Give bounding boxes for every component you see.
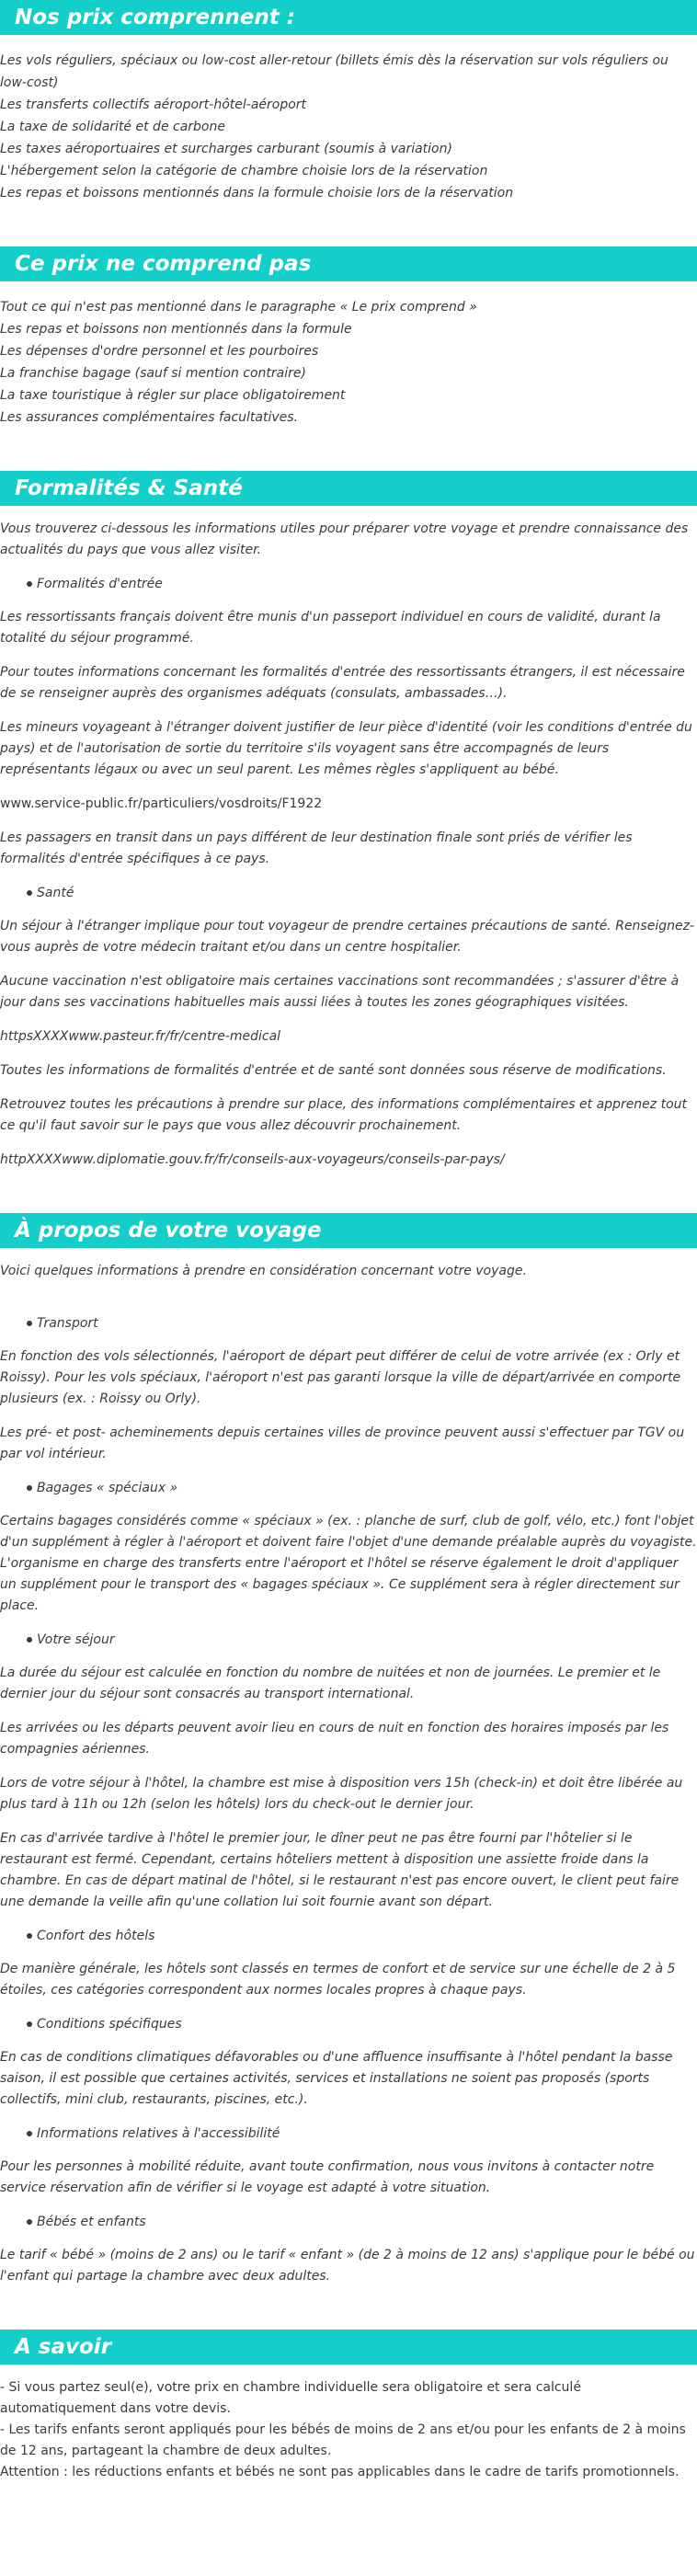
- paragraph: - Si vous partez seul(e), votre prix en chambre individuelle sera obligatoire et sera calculé automatiquement dans votre devis.: [0, 2380, 581, 2416]
- paragraph: Les mineurs voyageant à l'étranger doivent justifier de leur pièce d'identité (voir les conditions d'entrée du pays) et de l'autorisation de sortie du territoire s'ils voyagent sans être accompagnés de leurs représentants légaux ou avec un seul parent. Les mêmes règles s'appliquent au bébé.: [0, 720, 692, 777]
- list-item: L'hébergement selon la catégorie de chambre choisie lors de la réservation: [0, 164, 488, 178]
- paragraph: Lors de votre séjour à l'hôtel, la chambre est mise à disposition vers 15h (check-in) et doit être libérée au plus tard à 11h ou 12h (selon les hôtels) lors du check-out le dernier jour.: [0, 1776, 683, 1812]
- bullet-accessibilite: Informations relatives à l'accessibilité: [0, 2124, 697, 2144]
- paragraph: Pour les personnes à mobilité réduite, avant toute confirmation, nous vous invitons à contacter notre service réservation afin de vérifier si le voyage est adapté à votre situation.: [0, 2159, 655, 2195]
- paragraph: En cas d'arrivée tardive à l'hôtel le premier jour, le dîner peut ne pas être fourni par l'hôtelier si le restaurant est fermé. Cependant, certains hôteliers mettent à disposition une assiette froide dans la chambre. En cas de départ matinal de l'hôtel, si le restaurant n'est pas encore ouvert, le client peut faire une demande la veille afin qu'une collation lui soit fournie avant son départ.: [0, 1831, 680, 1909]
- paragraph: En fonction des vols sélectionnés, l'aéroport de départ peut différer de celui de votre arrivée (ex : Orly et Roissy). Pour les vols spéciaux, l'aéroport n'est pas garanti lorsque la ville de départ/arrivée en comporte plusieurs (ex. : Roissy ou Orly).: [0, 1349, 681, 1406]
- formalites-intro: Vous trouverez ci-dessous les informations utiles pour préparer votre voyage et prendre connaissance des actualités du pays que vous allez visiter.: [0, 521, 689, 557]
- bullet-confort: Confort des hôtels: [0, 1926, 697, 1946]
- paragraph: Le tarif « bébé » (moins de 2 ans) ou le tarif « enfant » (de 2 à moins de 12 ans) s'applique pour le bébé ou l'enfant qui partage la chambre avec deux adultes.: [0, 2248, 695, 2284]
- section-header-prix-comprennent: Nos prix comprennent :: [0, 0, 697, 35]
- link-pasteur[interactable]: httpsXXXXwww.pasteur.fr/fr/centre-medical: [0, 1029, 281, 1044]
- paragraph: En cas de conditions climatiques défavorables ou d'une affluence insuffisante à l'hôtel pendant la basse saison, il est possible que certaines activités, services et installations ne soient pas proposés (sports collectifs, mini club, restaurants, piscines, etc.).: [0, 2050, 673, 2107]
- list-item: Les assurances complémentaires facultatives.: [0, 410, 299, 425]
- paragraph: Retrouvez toutes les précautions à prendre sur place, des informations complémentaires et apprenez tout ce qu'il faut savoir sur le pays que vous allez découvrir prochainement.: [0, 1097, 688, 1133]
- paragraph: Toutes les informations de formalités d'entrée et de santé sont données sous réserve de modifications.: [0, 1063, 667, 1078]
- paragraph: Les ressortissants français doivent être munis d'un passeport individuel en cours de validité, durant la totalité du séjour programmé.: [0, 610, 661, 646]
- bullet-sejour: Votre séjour: [0, 1630, 697, 1650]
- list-prix-comprennent: [0, 50, 697, 204]
- list-item: Les vols réguliers, spéciaux ou low-cost aller-retour (billets émis dès la réservation sur vols réguliers ou low-cost): [0, 53, 668, 90]
- list-item: La taxe touristique à régler sur place obligatoirement: [0, 388, 346, 403]
- paragraph: Pour toutes informations concernant les formalités d'entrée des ressortissants étrangers, il est nécessaire de se renseigner auprès des organismes adéquats (consulats, ambassades…).: [0, 665, 685, 701]
- list-item: La taxe de solidarité et de carbone: [0, 120, 225, 134]
- paragraph: Les pré- et post- acheminements depuis certaines villes de province peuvent aussi s'effectuer par TGV ou par vol intérieur.: [0, 1425, 685, 1461]
- bullet-formalites-entree: Formalités d'entrée: [0, 574, 697, 594]
- paragraph: Un séjour à l'étranger implique pour tout voyageur de prendre certaines précautions de santé. Renseignez-vous auprès de votre médecin traitant et/ou dans un centre hospitalier.: [0, 919, 694, 955]
- bullet-sante: Santé: [0, 883, 697, 903]
- paragraph: Les arrivées ou les départs peuvent avoir lieu en cours de nuit en fonction des horaires imposés par les compagnies aériennes.: [0, 1721, 669, 1757]
- paragraph: Certains bagages considérés comme « spéciaux » (ex. : planche de surf, club de golf, vélo, etc.) font l'objet d'un supplément à régler à l'aéroport et doivent faire l'objet d'une demande préalable auprès du voyagiste. L'organisme en charge des transferts entre l'aéroport et l'hôtel se réserve également le droit d'appliquer un supplément pour le transport des « bagages spéciaux ». Ce supplément sera à régler directement sur place.: [0, 1514, 697, 1613]
- list-item: Les repas et boissons mentionnés dans la formule choisie lors de la réservation: [0, 186, 514, 200]
- link-diplomatie[interactable]: httpXXXXwww.diplomatie.gouv.fr/fr/conseils-aux-voyageurs/conseils-par-pays/: [0, 1152, 505, 1167]
- section-header-apropos: À propos de votre voyage: [0, 1213, 697, 1248]
- list-item: Les dépenses d'ordre personnel et les pourboires: [0, 344, 319, 359]
- list-item: Les taxes aéroportuaires et surcharges carburant (soumis à variation): [0, 142, 452, 156]
- list-item: La franchise bagage (sauf si mention contraire): [0, 366, 306, 381]
- list-item: Les transferts collectifs aéroport-hôtel-aéroport: [0, 97, 307, 112]
- bullet-conditions: Conditions spécifiques: [0, 2014, 697, 2034]
- section-header-asavoir: A savoir: [0, 2330, 697, 2364]
- list-item: Tout ce qui n'est pas mentionné dans le paragraphe « Le prix comprend »: [0, 300, 477, 315]
- list-item: Les repas et boissons non mentionnés dans la formule: [0, 322, 352, 337]
- paragraph: Aucune vaccination n'est obligatoire mais certaines vaccinations sont recommandées ; s'assurer d'être à jour dans ses vaccinations habituelles mais aussi liées à toutes les zones géographiques visitées.: [0, 974, 680, 1010]
- paragraph: - Les tarifs enfants seront appliqués pour les bébés de moins de 2 ans et/ou pour les enfants de 2 à moins de 12 ans, partageant la chambre de deux adultes.: [0, 2422, 686, 2458]
- formalites-content: [0, 519, 697, 1171]
- link-service-public[interactable]: www.service-public.fr/particuliers/vosdroits/F1922: [0, 796, 323, 811]
- section-header-prix-ne-comprend: Ce prix ne comprend pas: [0, 246, 697, 281]
- bullet-bebes: Bébés et enfants: [0, 2212, 697, 2232]
- paragraph: La durée du séjour est calculée en fonction du nombre de nuitées et non de journées. Le premier et le dernier jour du séjour sont consacrés au transport international.: [0, 1666, 661, 1701]
- asavoir-content: [0, 2377, 697, 2483]
- bullet-bagages: Bagages « spéciaux »: [0, 1478, 697, 1498]
- paragraph: De manière générale, les hôtels sont classés en termes de confort et de service sur une échelle de 2 à 5 étoiles, ces catégories correspondent aux normes locales propres à chaque pays.: [0, 1962, 676, 1998]
- apropos-content: [0, 1261, 697, 2287]
- paragraph: Attention : les réductions enfants et bébés ne sont pas applicables dans le cadre de tarifs promotionnels.: [0, 2465, 680, 2479]
- bullet-transport: Transport: [0, 1313, 697, 1334]
- paragraph: Les passagers en transit dans un pays différent de leur destination finale sont priés de vérifier les formalités d'entrée spécifiques à ce pays.: [0, 830, 633, 866]
- section-header-formalites: Formalités & Santé: [0, 471, 697, 506]
- apropos-intro: Voici quelques informations à prendre en considération concernant votre voyage.: [0, 1264, 527, 1278]
- list-prix-ne-comprend: [0, 296, 697, 429]
